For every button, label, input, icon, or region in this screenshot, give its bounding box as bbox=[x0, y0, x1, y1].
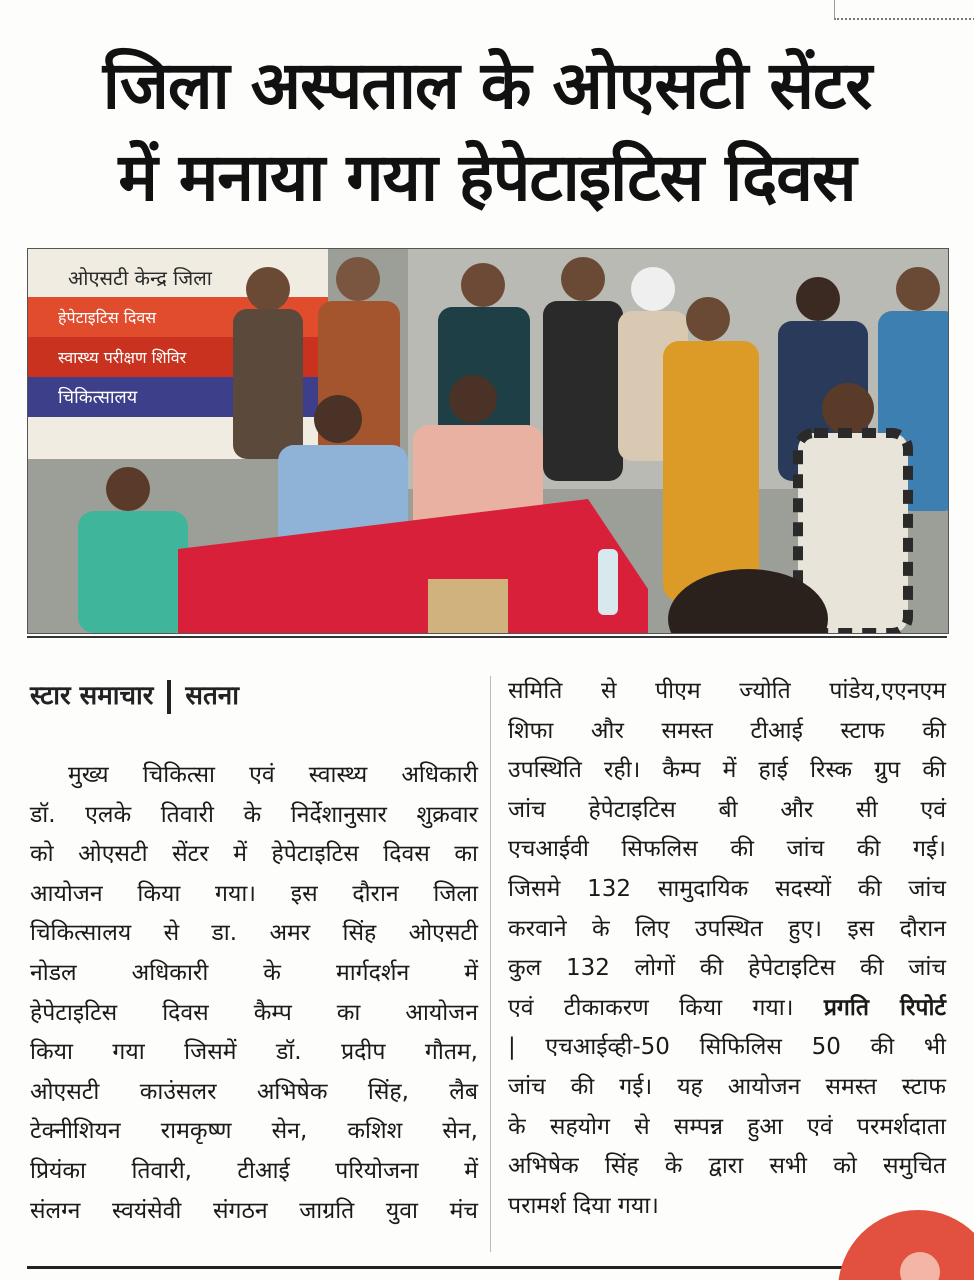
photo-banner-text-3: स्वास्थ्य परीक्षण शिविर bbox=[58, 348, 187, 367]
article-line: टेक्नीशियन रामकृष्ण सेन, कशिश सेन, bbox=[30, 1118, 478, 1145]
article-line: नोडल अधिकारी के मार्गदर्शन में bbox=[30, 959, 478, 986]
article-line-with-subhead bbox=[508, 989, 946, 1029]
article-line: शिफा और समस्त टीआई स्टाफ की bbox=[508, 717, 946, 744]
article-line: चिकित्सालय से डा. अमर सिंह ओएसटी bbox=[30, 920, 478, 947]
article-line: कुल 132 लोगों की हेपेटाइटिस की जांच bbox=[508, 955, 946, 982]
photo-banner-text-2: हेपेटाइटिस दिवस bbox=[58, 308, 157, 327]
article-line: जांच हेपेटाइटिस बी और सी एवं bbox=[508, 796, 946, 823]
byline-separator bbox=[167, 680, 171, 714]
top-rule bbox=[27, 636, 947, 638]
article-column-left bbox=[30, 756, 478, 1231]
photo-banner-text-4: चिकित्सालय bbox=[58, 387, 138, 408]
article-line-text: एवं टीकाकरण किया गया। bbox=[508, 994, 794, 1021]
byline-city: सतना bbox=[185, 681, 239, 711]
article-line: को ओएसटी सेंटर में हेपेटाइटिस दिवस का bbox=[30, 841, 478, 868]
page-corner-mark bbox=[834, 0, 974, 20]
article-line: डॉ. एलके तिवारी के निर्देशानुसार शुक्रवार bbox=[30, 801, 478, 828]
photo-illustration bbox=[28, 249, 948, 633]
article-line: उपस्थिति रही। कैम्प में हाई रिस्क ग्रुप की bbox=[508, 757, 946, 784]
sanitizer-bottle bbox=[598, 549, 618, 615]
column-divider bbox=[490, 676, 491, 1252]
article-line: मुख्य चिकित्सा एवं स्वास्थ्य अधिकारी bbox=[68, 762, 478, 788]
article-line: अभिषेक सिंह के द्वारा सभी को समुचित bbox=[508, 1153, 946, 1180]
article-line: हेपेटाइटिस दिवस कैम्प का आयोजन bbox=[30, 999, 478, 1026]
article-line: के सहयोग से सम्पन्न हुआ एवं परमर्शदाता bbox=[508, 1113, 946, 1140]
article-line: करवाने के लिए उपस्थित हुए। इस दौरान bbox=[508, 915, 946, 942]
article-line: जिसमे 132 सामुदायिक सदस्यों की जांच bbox=[508, 875, 946, 902]
article-line: प्रियंका तिवारी, टीआई परियोजना में bbox=[30, 1157, 478, 1184]
article-line: एचआईवी सिफलिस की जांच की गई। bbox=[508, 836, 946, 863]
headline bbox=[20, 40, 954, 224]
article-line: किया गया जिसमें डॉ. प्रदीप गौतम, bbox=[30, 1039, 478, 1066]
article-line: ओएसटी काउंसलर अभिषेक सिंह, लैब bbox=[30, 1078, 478, 1105]
article-line: परामर्श दिया गया। bbox=[508, 1192, 659, 1219]
article-line: समिति से पीएम ज्योति पांडेय,एएनएम bbox=[508, 678, 946, 704]
byline-agency: स्टार समाचार bbox=[30, 681, 154, 711]
headline-line-2: में मनाया गया हेपेटाइटिस दिवस bbox=[118, 139, 856, 216]
news-photo bbox=[27, 248, 949, 634]
article-line: जांच की गई। यह आयोजन समस्त स्टाफ bbox=[508, 1073, 946, 1100]
article-line: | एचआईव्ही-50 सिफिलिस 50 की भी bbox=[508, 1034, 946, 1061]
article-line: आयोजन किया गया। इस दौरान जिला bbox=[30, 880, 478, 907]
article-column-right bbox=[508, 672, 946, 1226]
article-line: संलग्न स्वयंसेवी संगठन जाग्रति युवा मंच bbox=[30, 1197, 478, 1224]
bottom-rule bbox=[27, 1266, 947, 1269]
byline bbox=[30, 676, 239, 716]
pragati-report-subhead: प्रगति रिपोर्ट bbox=[823, 994, 946, 1021]
headline-line-1: जिला अस्पताल के ओएसटी सेंटर bbox=[102, 47, 872, 124]
photo-banner-text-1: ओएसटी केन्द्र जिला bbox=[68, 266, 212, 290]
envelope-on-table bbox=[428, 579, 508, 633]
